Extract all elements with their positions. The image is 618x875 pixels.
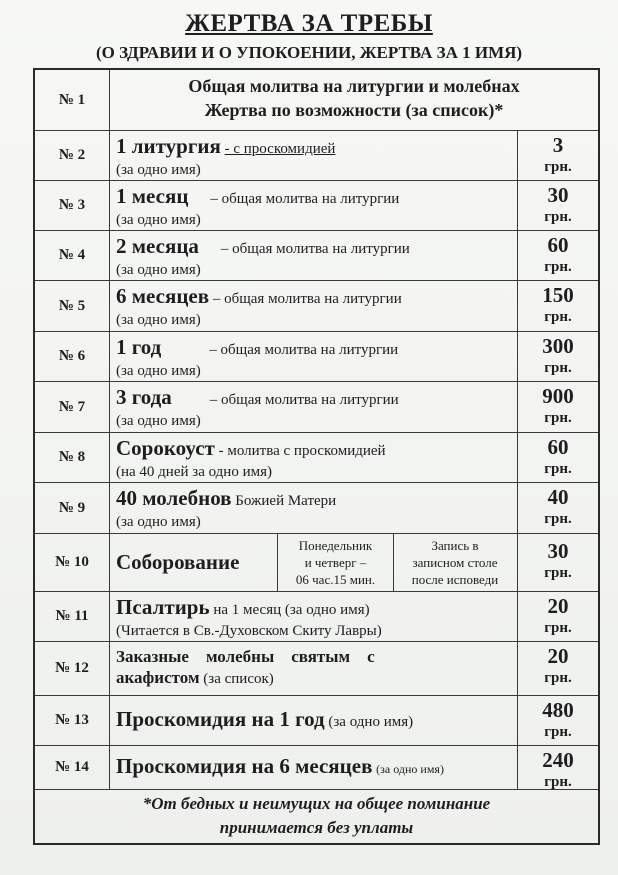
signup-cell bbox=[394, 534, 516, 591]
service-name: Сорокоуст bbox=[116, 436, 215, 460]
price-currency: грн. bbox=[544, 159, 572, 175]
price-cell bbox=[518, 382, 598, 432]
table-row bbox=[35, 231, 598, 281]
row-number: № 9 bbox=[35, 483, 110, 533]
service-detail: на 1 месяц (за одно имя) bbox=[213, 602, 370, 618]
service-note: (за одно имя) bbox=[116, 212, 201, 228]
price-amount: 30 bbox=[547, 183, 569, 207]
price-amount: 3 bbox=[552, 133, 564, 157]
row-number: № 2 bbox=[35, 131, 110, 180]
price-currency: грн. bbox=[544, 410, 572, 426]
price-currency: грн. bbox=[544, 620, 572, 636]
service-name: Псалтирь bbox=[116, 595, 210, 619]
price-cell bbox=[518, 131, 598, 180]
service-name: 6 месяцев bbox=[116, 284, 210, 308]
service-note: (за список) bbox=[203, 671, 274, 687]
service-name: Проскомидия на 6 месяцев bbox=[116, 754, 373, 778]
price-cell bbox=[518, 181, 598, 230]
service-detail: - молитва с проскомидией bbox=[218, 443, 386, 459]
price-cell bbox=[518, 746, 598, 789]
table-row bbox=[35, 592, 598, 642]
row-number: № 12 bbox=[35, 642, 110, 695]
price-amount: 480 bbox=[542, 698, 574, 722]
price-cell bbox=[518, 483, 598, 533]
service-name: 40 молебнов bbox=[116, 486, 232, 510]
price-amount: 40 bbox=[547, 485, 569, 509]
table-row bbox=[35, 281, 598, 332]
price-cell bbox=[518, 332, 598, 381]
table-row bbox=[35, 483, 598, 534]
row-description bbox=[110, 231, 518, 280]
price-amount: 240 bbox=[542, 748, 574, 772]
price-amount: 900 bbox=[542, 384, 574, 408]
row-number: № 3 bbox=[35, 181, 110, 230]
table-row bbox=[35, 534, 598, 592]
price-cell bbox=[518, 642, 598, 695]
row-description bbox=[110, 382, 518, 432]
price-currency: грн. bbox=[544, 209, 572, 225]
service-name: Соборование bbox=[116, 550, 240, 574]
table-row bbox=[35, 642, 598, 696]
price-amount: 300 bbox=[542, 334, 574, 358]
price-currency: грн. bbox=[544, 360, 572, 376]
price-currency: грн. bbox=[544, 670, 572, 686]
price-table bbox=[33, 68, 600, 845]
service-detail: Божией Матери bbox=[235, 493, 337, 509]
price-amount: 60 bbox=[547, 435, 569, 459]
table-row bbox=[35, 696, 598, 746]
row-number: № 8 bbox=[35, 433, 110, 482]
row-description bbox=[110, 70, 598, 130]
table-row bbox=[35, 131, 598, 181]
row-line-2: Жертва по возможности (за список)* bbox=[204, 100, 504, 120]
service-note: (за одно имя) bbox=[116, 514, 201, 530]
price-cell bbox=[518, 281, 598, 331]
service-detail: – общая молитва на литургии bbox=[209, 392, 399, 408]
footnote-line-2: принимается без уплаты bbox=[219, 818, 414, 837]
service-note: (Читается в Св.-Духовском Скиту Лавры) bbox=[116, 623, 382, 639]
row-number: № 10 bbox=[35, 534, 110, 591]
footnote-line-1: *От бедных и неимущих на общее поминание bbox=[142, 794, 491, 813]
signup-line: записном столе bbox=[412, 555, 498, 570]
row-number: № 4 bbox=[35, 231, 110, 280]
row-number: № 11 bbox=[35, 592, 110, 641]
row-description bbox=[110, 696, 518, 745]
row-description bbox=[110, 181, 518, 230]
service-detail: (за одно имя) bbox=[328, 714, 414, 730]
row-description bbox=[110, 642, 518, 695]
price-cell bbox=[518, 592, 598, 641]
schedule-line: и четверг – bbox=[304, 555, 367, 570]
price-amount: 150 bbox=[542, 283, 574, 307]
row-description bbox=[110, 746, 518, 789]
row-description bbox=[110, 332, 518, 381]
table-row bbox=[35, 433, 598, 483]
page-subtitle: (О ЗДРАВИИ И О УПОКОЕНИИ, ЖЕРТВА ЗА 1 ИМЯ) bbox=[95, 43, 523, 62]
price-currency: грн. bbox=[544, 461, 572, 477]
table-row bbox=[35, 746, 598, 790]
price-currency: грн. bbox=[544, 309, 572, 325]
signup-line: Запись в bbox=[431, 538, 479, 553]
row-line-1: Общая молитва на литургии и молебнах bbox=[188, 76, 520, 96]
schedule-line: Понедельник bbox=[298, 538, 373, 553]
row-number: № 14 bbox=[35, 746, 110, 789]
price-currency: грн. bbox=[544, 511, 572, 527]
service-detail: – общая молитва на литургии bbox=[209, 342, 399, 358]
price-cell bbox=[518, 696, 598, 745]
service-name: 1 месяц bbox=[116, 184, 189, 208]
table-row bbox=[35, 382, 598, 433]
price-currency: грн. bbox=[544, 724, 572, 740]
price-cell bbox=[518, 534, 598, 591]
price-currency: грн. bbox=[544, 259, 572, 275]
service-note: (за одно имя) bbox=[116, 363, 201, 379]
row-description bbox=[110, 483, 518, 533]
row-number: № 1 bbox=[35, 70, 110, 130]
signup-line: после исповеди bbox=[411, 572, 499, 587]
row-description bbox=[110, 534, 518, 591]
schedule-cell bbox=[278, 534, 394, 591]
price-amount: 20 bbox=[547, 594, 569, 618]
price-currency: грн. bbox=[544, 774, 572, 790]
row-description bbox=[110, 281, 518, 331]
service-detail: - с проскомидией bbox=[224, 141, 336, 157]
service-note: (за одно имя) bbox=[116, 162, 201, 178]
schedule-line: 06 час.15 мин. bbox=[295, 572, 376, 587]
row-description bbox=[110, 131, 518, 180]
price-amount: 30 bbox=[547, 539, 569, 563]
table-row bbox=[35, 181, 598, 231]
service-detail: – общая молитва на литургии bbox=[212, 291, 402, 307]
service-note: (за одно имя) bbox=[116, 413, 201, 429]
service-detail: (за одно имя) bbox=[376, 762, 444, 776]
price-cell bbox=[518, 433, 598, 482]
row-number: № 6 bbox=[35, 332, 110, 381]
service-name: 1 литургия bbox=[116, 134, 221, 158]
service-detail: – общая молитва на литургии bbox=[220, 241, 410, 257]
page-title: ЖЕРТВА ЗА ТРЕБЫ bbox=[185, 10, 433, 37]
row-number: № 7 bbox=[35, 382, 110, 432]
price-currency: грн. bbox=[544, 565, 572, 581]
row-number: № 13 bbox=[35, 696, 110, 745]
service-name: Заказные молебны святым с bbox=[116, 647, 375, 666]
footnote bbox=[35, 792, 598, 840]
price-amount: 60 bbox=[547, 233, 569, 257]
service-name: 2 месяца bbox=[116, 234, 199, 258]
service-name: 1 год bbox=[116, 335, 162, 359]
service-name: 3 года bbox=[116, 385, 172, 409]
service-note: (за одно имя) bbox=[116, 262, 201, 278]
service-note: (за одно имя) bbox=[116, 312, 201, 328]
row-description bbox=[110, 592, 518, 641]
price-cell bbox=[518, 231, 598, 280]
service-note: (на 40 дней за одно имя) bbox=[116, 464, 272, 480]
service-detail: – общая молитва на литургии bbox=[210, 191, 400, 207]
table-row bbox=[35, 70, 598, 131]
service-name: Проскомидия на 1 год bbox=[116, 707, 325, 731]
row-number: № 5 bbox=[35, 281, 110, 331]
table-row bbox=[35, 332, 598, 382]
service-name-continued: акафистом bbox=[116, 668, 200, 687]
price-amount: 20 bbox=[547, 644, 569, 668]
row-description bbox=[110, 433, 518, 482]
